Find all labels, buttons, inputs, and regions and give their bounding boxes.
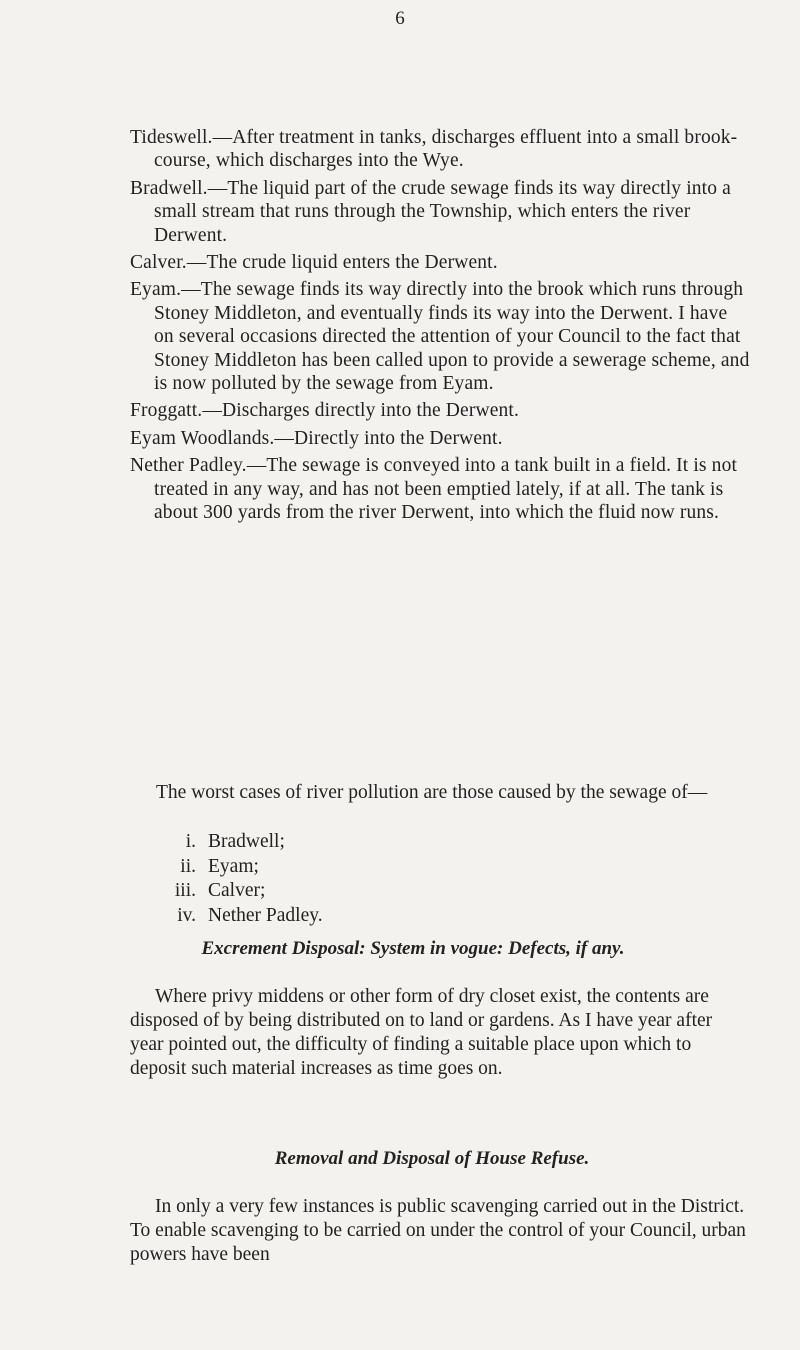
list-item [164, 830, 323, 855]
entry-tideswell [130, 126, 750, 173]
section-paragraph-excrement: Where privy middens or other form of dry closet exist, the contents are disposed of by being distributed on to land or gardens. As I have year after year pointed out, the difficulty of finding a suitable place upon which to deposit such material increases as time goes on. [130, 986, 713, 1079]
list-text: Calver; [208, 880, 266, 901]
list-text: Nether Padley. [208, 904, 323, 926]
entry-place: Calver. [130, 252, 187, 274]
section-heading-refuse: Removal and Disposal of House Refuse. [274, 1148, 590, 1169]
entry-text: —The sewage finds its way directly into the brook which runs through Stoney Middleton, and eventually finds its way into the Derwent. I have on several occasions directed the attention of your Council to the fact that Stoney Middleton has been called upon to provide a sewerage scheme, and is now polluted by the sewage from Eyam. [154, 279, 750, 395]
entry-text: —Directly into the Derwent. [274, 427, 503, 449]
entry-place: Eyam Woodlands. [130, 427, 275, 449]
entry-text: —Discharges directly into the Derwent. [202, 400, 520, 422]
section-heading-excrement: Excrement Disposal: System in vogue: Defects, if any. [201, 938, 625, 959]
entry-text: —The crude liquid enters the Derwent. [186, 252, 498, 274]
entry-text: —The liquid part of the crude sewage finds its way directly into a small stream that runs through the Township, which enters the river Derwent. [154, 177, 731, 246]
entry-bradwell [130, 177, 750, 247]
entry-place: Nether Padley. [130, 455, 247, 477]
entry-text: —The sewage is conveyed into a tank built in a field. It is not treated in any way, and has not been emptied lately, if at all. The tank is about 300 yards from the river Derwent, into which the fluid now runs. [154, 455, 738, 524]
entry-nether-padley [130, 454, 750, 524]
list-text: Eyam; [208, 855, 259, 877]
entry-calver [130, 251, 750, 274]
list-number: ii. [180, 855, 196, 877]
list-number: iv. [177, 904, 196, 926]
entry-place: Tideswell. [130, 127, 213, 148]
list-text: Bradwell; [208, 831, 285, 852]
list-number: i. [185, 831, 196, 852]
section-paragraph-refuse: In only a very few instances is public scavenging carried out in the District. To enable scavenging to be carried on under the control of your Council, urban powers have been [130, 1196, 746, 1265]
list-item [164, 879, 323, 904]
list-item [164, 904, 323, 929]
list-item [164, 855, 323, 880]
page-number: 6 [395, 8, 405, 29]
entry-place: Bradwell. [130, 177, 208, 199]
worst-cases-intro: The worst cases of river pollution are those caused by the sewage of— [156, 782, 708, 803]
entry-place: Froggatt. [130, 400, 203, 422]
entry-froggatt [130, 399, 750, 422]
entry-text: —After treatment in tanks, discharges effluent into a small brook-course, which discharges into the Wye. [154, 127, 738, 172]
worst-cases-list [164, 830, 323, 928]
discharge-entries [130, 126, 750, 529]
entry-eyam-woodlands [130, 427, 750, 450]
list-number: iii. [174, 880, 196, 901]
entry-place: Eyam. [130, 279, 182, 301]
entry-eyam [130, 278, 750, 395]
